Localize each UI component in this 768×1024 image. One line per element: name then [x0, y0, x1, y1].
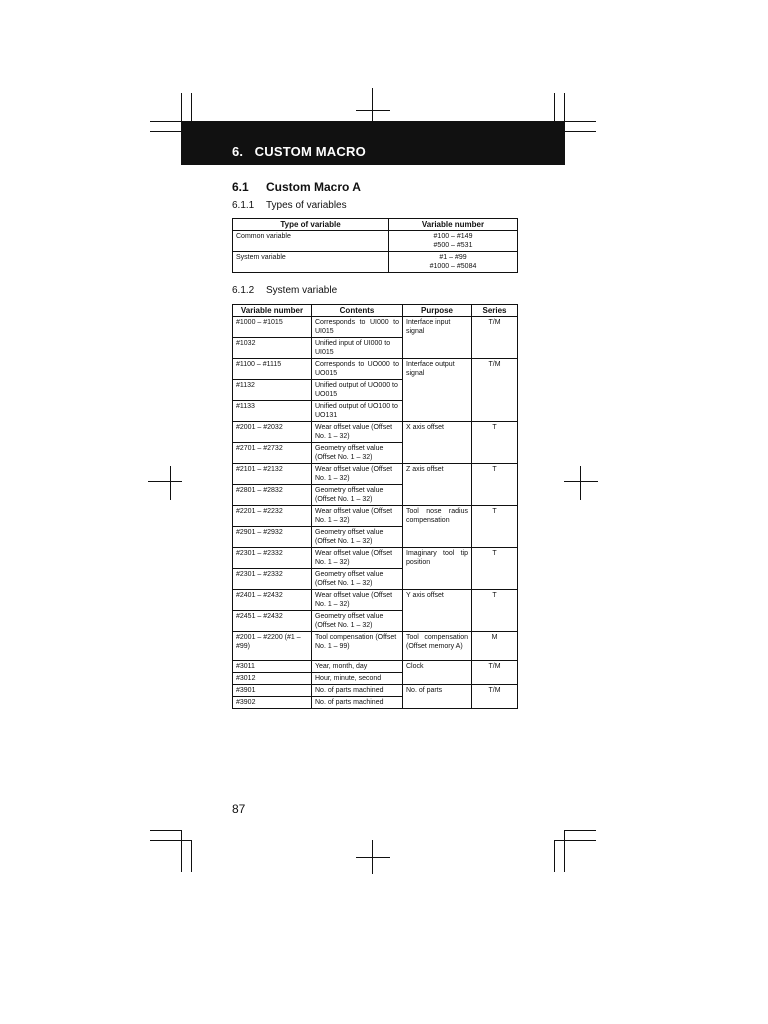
variable-cell: #2451 – #2432	[233, 611, 312, 632]
crop-mark	[554, 840, 596, 841]
variable-cell: #1132	[233, 380, 312, 401]
variable-cell: #1100 – #1115	[233, 359, 312, 380]
contents-cell: Corresponds to UI000 to UI015	[312, 317, 403, 338]
contents-cell: Geometry offset value (Offset No. 1 – 32)	[312, 485, 403, 506]
registration-mark	[580, 466, 581, 500]
series-cell: T	[472, 506, 518, 548]
variable-cell: #1032	[233, 338, 312, 359]
contents-cell: No. of parts machined	[312, 697, 403, 709]
variable-cell: #2401 – #2432	[233, 590, 312, 611]
column-header: Contents	[312, 305, 403, 317]
purpose-cell: Interface output signal	[403, 359, 472, 422]
series-cell: T	[472, 548, 518, 590]
system-variable-table	[232, 304, 518, 709]
table-cell: System variable	[233, 252, 389, 273]
section-heading	[232, 180, 361, 194]
variable-cell: #3011	[233, 661, 312, 673]
series-cell: T/M	[472, 685, 518, 709]
table-row	[233, 685, 518, 697]
section-number: 6.1	[232, 180, 249, 194]
crop-mark	[564, 93, 565, 165]
series-cell: T/M	[472, 317, 518, 359]
crop-mark	[554, 840, 555, 872]
column-header: Series	[472, 305, 518, 317]
chapter-title: 6. CUSTOM MACRO	[232, 144, 366, 159]
subsection-heading	[232, 200, 347, 211]
contents-cell: Year, month, day	[312, 661, 403, 673]
table-header-row	[233, 219, 518, 231]
variable-cell: #2101 – #2132	[233, 464, 312, 485]
table-cell: Common variable	[233, 231, 389, 252]
series-cell: M	[472, 632, 518, 661]
variable-cell: #3902	[233, 697, 312, 709]
table-row	[233, 252, 518, 273]
crop-mark	[150, 840, 192, 841]
contents-cell: Wear offset value (Offset No. 1 – 32)	[312, 422, 403, 443]
crop-mark	[150, 830, 182, 831]
variable-cell: #3901	[233, 685, 312, 697]
variable-cell: #2701 – #2732	[233, 443, 312, 464]
registration-mark	[170, 466, 171, 500]
contents-cell: Wear offset value (Offset No. 1 – 32)	[312, 506, 403, 527]
table-cell	[389, 231, 518, 252]
table-row	[233, 464, 518, 485]
page-number: 87	[232, 802, 246, 816]
contents-cell: Unified output of UO100 to UO131	[312, 401, 403, 422]
table-row	[233, 506, 518, 527]
crop-mark	[181, 830, 182, 872]
variable-cell: #2901 – #2932	[233, 527, 312, 548]
variable-cell: #2201 – #2232	[233, 506, 312, 527]
series-cell: T	[472, 464, 518, 506]
purpose-cell: Tool nose radius compensation	[403, 506, 472, 548]
series-cell: T/M	[472, 661, 518, 685]
registration-mark	[356, 110, 390, 111]
column-header: Variable number	[233, 305, 312, 317]
purpose-cell: X axis offset	[403, 422, 472, 464]
cell-line: #1000 – #5084	[429, 263, 477, 270]
subsection-title: System variable	[266, 285, 338, 296]
contents-cell: Geometry offset value (Offset No. 1 – 32)	[312, 527, 403, 548]
table-row	[233, 231, 518, 252]
series-cell: T/M	[472, 359, 518, 422]
variable-types-table	[232, 218, 518, 273]
registration-mark	[564, 481, 598, 482]
crop-mark	[191, 840, 192, 872]
series-cell: T	[472, 590, 518, 632]
subsection-heading	[232, 285, 337, 296]
contents-cell: Hour, minute, second	[312, 673, 403, 685]
variable-cell: #2801 – #2832	[233, 485, 312, 506]
table-row	[233, 422, 518, 443]
purpose-cell: Z axis offset	[403, 464, 472, 506]
table-cell	[389, 252, 518, 273]
series-cell: T	[472, 422, 518, 464]
registration-mark	[148, 481, 182, 482]
subsection-title: Types of variables	[266, 200, 347, 211]
purpose-cell: Y axis offset	[403, 590, 472, 632]
contents-cell: Geometry offset value (Offset No. 1 – 32)	[312, 443, 403, 464]
purpose-cell: No. of parts	[403, 685, 472, 709]
contents-cell: Tool compensation (Offset No. 1 – 99)	[312, 632, 403, 661]
subsection-number: 6.1.2	[232, 285, 255, 296]
contents-cell: Wear offset value (Offset No. 1 – 32)	[312, 464, 403, 485]
registration-mark	[372, 88, 373, 122]
purpose-cell: Tool compensation (Offset memory A)	[403, 632, 472, 661]
cell-line: #1 – #99	[439, 254, 467, 261]
contents-cell: No. of parts machined	[312, 685, 403, 697]
variable-cell: #2301 – #2332	[233, 548, 312, 569]
purpose-cell: Imaginary tool tip position	[403, 548, 472, 590]
registration-mark	[356, 857, 390, 858]
contents-cell: Unified input of UI000 to UI015	[312, 338, 403, 359]
crop-mark	[564, 830, 596, 831]
table-row	[233, 661, 518, 673]
cell-line: #500 – #531	[433, 242, 473, 249]
contents-cell: Corresponds to UO000 to UO015	[312, 359, 403, 380]
table-row	[233, 548, 518, 569]
variable-cell: #2001 – #2032	[233, 422, 312, 443]
table-header-row	[233, 305, 518, 317]
column-header: Purpose	[403, 305, 472, 317]
contents-cell: Wear offset value (Offset No. 1 – 32)	[312, 590, 403, 611]
variable-cell: #2001 – #2200 (#1 – #99)	[233, 632, 312, 661]
variable-cell: #2301 – #2332	[233, 569, 312, 590]
contents-cell: Wear offset value (Offset No. 1 – 32)	[312, 548, 403, 569]
subsection-number: 6.1.1	[232, 200, 255, 211]
column-header: Variable number	[389, 219, 518, 231]
table-row	[233, 590, 518, 611]
variable-cell: #1133	[233, 401, 312, 422]
cell-line: #100 – #149	[433, 233, 473, 240]
table-row	[233, 317, 518, 338]
contents-cell: Unified output of UO000 to UO015	[312, 380, 403, 401]
contents-cell: Geometry offset value (Offset No. 1 – 32)	[312, 569, 403, 590]
variable-cell: #3012	[233, 673, 312, 685]
section-title: Custom Macro A	[266, 180, 361, 194]
purpose-cell: Clock	[403, 661, 472, 685]
contents-cell: Geometry offset value (Offset No. 1 – 32)	[312, 611, 403, 632]
table-row	[233, 632, 518, 661]
purpose-cell: Interface input signal	[403, 317, 472, 359]
column-header: Type of variable	[233, 219, 389, 231]
variable-cell: #1000 – #1015	[233, 317, 312, 338]
table-row	[233, 359, 518, 380]
crop-mark	[564, 830, 565, 872]
